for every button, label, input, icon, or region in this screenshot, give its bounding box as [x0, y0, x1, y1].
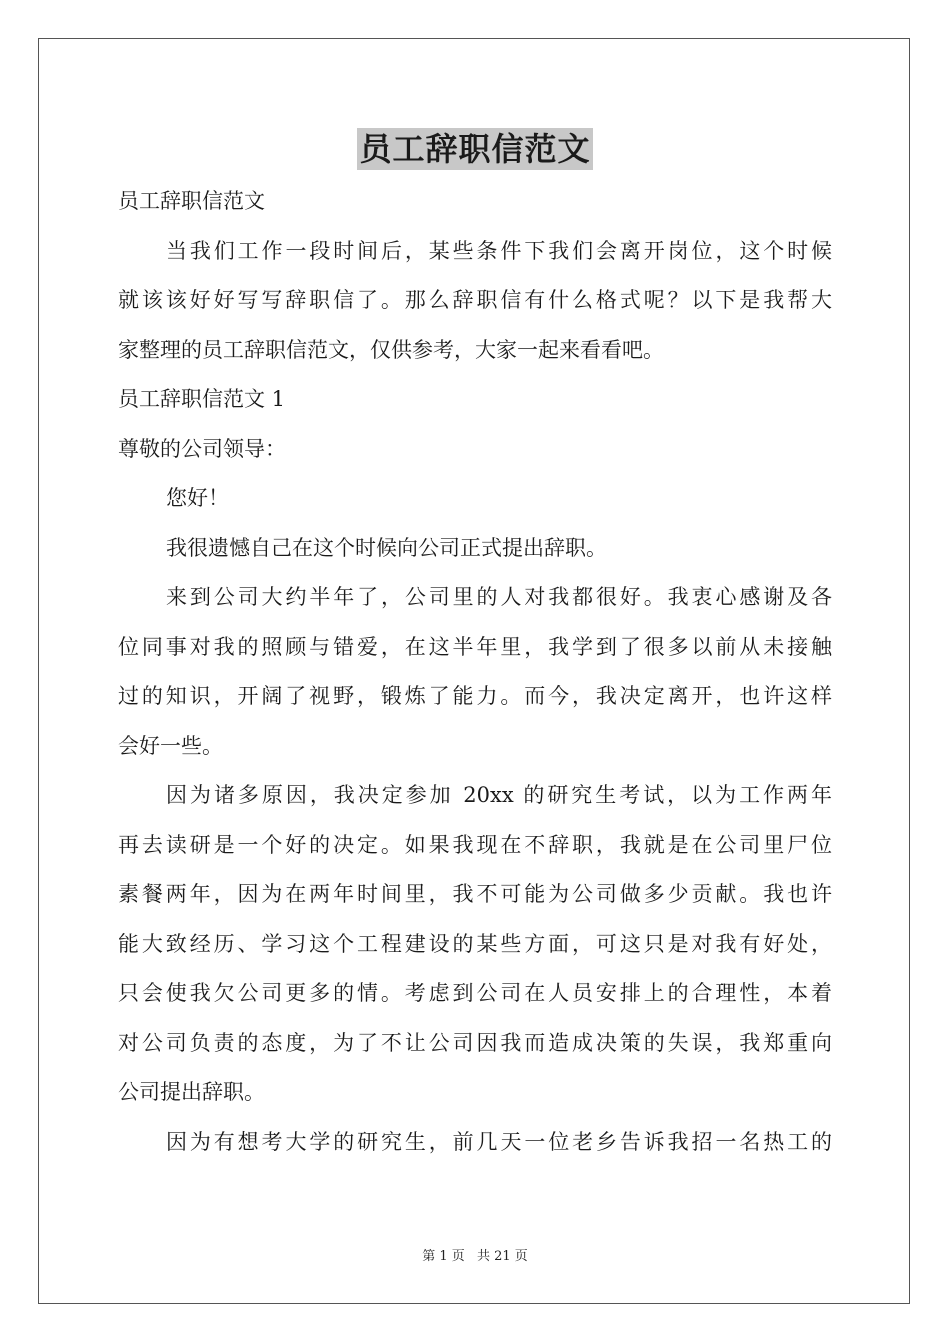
text-line: 因为有想考大学的研究生，前几天一位老乡告诉我招一名热工的	[166, 1129, 832, 1154]
text-line: 对公司负责的态度，为了不让公司因我而造成决策的失误，我郑重向	[118, 1030, 832, 1055]
text-line: 我很遗憾自己在这个时候向公司正式提出辞职。	[166, 535, 607, 560]
text-line: 位同事对我的照顾与错爱，在这半年里，我学到了很多以前从未接触	[118, 634, 832, 659]
text-line: 当我们工作一段时间后，某些条件下我们会离开岗位，这个时候	[166, 238, 832, 263]
text-line: 再去读研是一个好的决定。如果我现在不辞职，我就是在公司里尸位	[118, 832, 832, 857]
text-line: 员工辞职信范文 1	[118, 387, 286, 411]
text-line: 您好！	[166, 486, 229, 510]
text-line: 就该该好好写写辞职信了。那么辞职信有什么格式呢？以下是我帮大	[118, 288, 832, 312]
text-line: 只会使我欠公司更多的情。考虑到公司在人员安排上的合理性，本着	[118, 981, 832, 1005]
text-line: 家整理的员工辞职信范文，仅供参考，大家一起来看看吧。	[118, 337, 664, 362]
text-line: 尊敬的公司领导：	[118, 436, 286, 461]
text-line: 因为诸多原因，我决定参加 20xx 的研究生考试，以为工作两年	[166, 783, 832, 807]
text-line: 员工辞职信范文	[118, 189, 265, 213]
text-line: 素餐两年，因为在两年时间里，我不可能为公司做多少贡献。我也许	[118, 882, 832, 906]
text-line: 会好一些。	[118, 733, 223, 758]
title-container	[0, 128, 950, 170]
page-number: 第 1 页	[422, 1249, 465, 1264]
text-line: 公司提出辞职。	[118, 1080, 265, 1104]
document-title: 员工辞职信范文	[359, 130, 591, 168]
document-body	[118, 177, 832, 1167]
text-line: 来到公司大约半年了，公司里的人对我都很好。我衷心感谢及各	[166, 585, 832, 609]
text-line: 过的知识，开阔了视野，锻炼了能力。而今，我决定离开，也许这样	[118, 684, 832, 708]
page-footer	[0, 1248, 950, 1266]
page-total: 共 21 页	[476, 1249, 528, 1264]
text-line: 能大致经历、学习这个工程建设的某些方面，可这只是对我有好处，	[118, 931, 832, 956]
